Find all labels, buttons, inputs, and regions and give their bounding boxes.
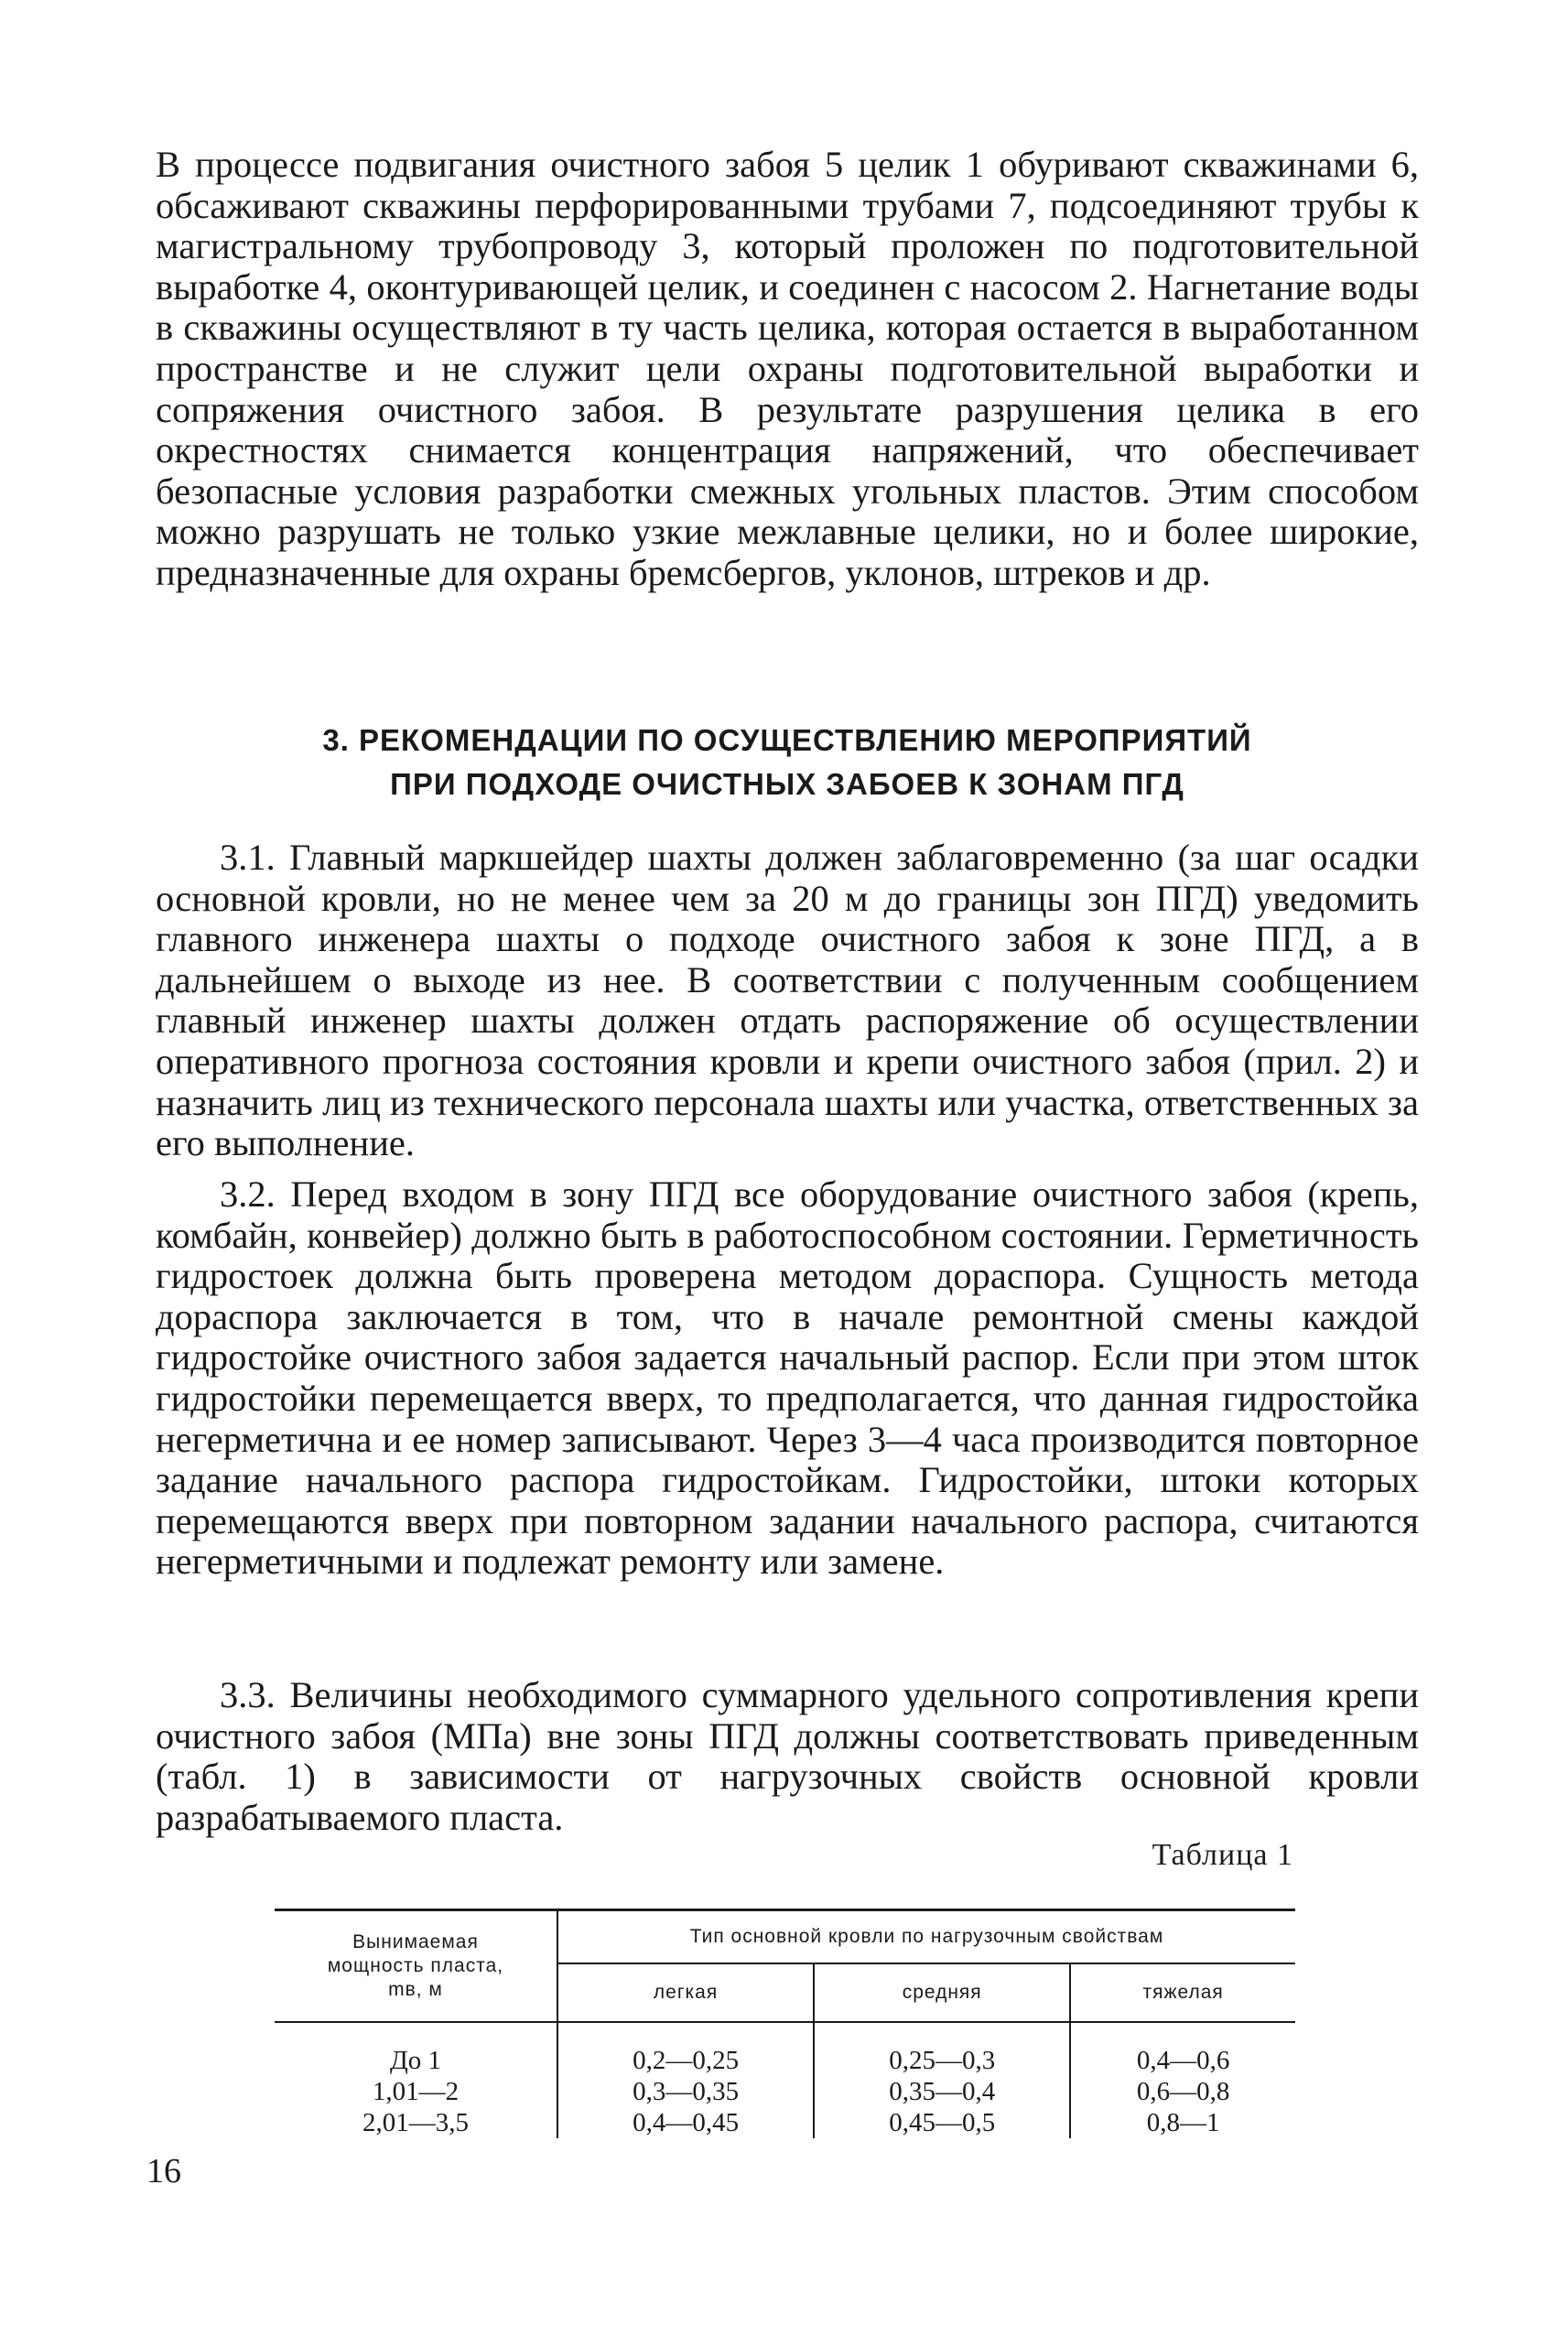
- paragraph-3-2: 3.2. Перед входом в зону ПГД все оборудование очистного забоя (крепь, комбайн, конвейер) должно быть в работоспособном состоянии. Герметичность гидростоек должна быть проверена методом дораспора. Сущность метода дораспора заключается в том, что в начале ремонтной смены каждой гидростойке очистного забоя задается начальный распор. Если при этом шток гидростойки перемещается вверх, то предполагается, что данная гидростойка негерметична и ее номер записывают. Через 3—4 часа производится повторное задание начального распора гидростойкам. Гидростойки, штоки которых перемещаются вверх при повторном задании начального распора, считаются негерметичными и подлежат ремонту или замене.: [156, 1173, 1419, 1583]
- table-row: До 1 0,2—0,25 0,25—0,3 0,4—0,6: [275, 2045, 1295, 2076]
- section-heading-line-1: 3. РЕКОМЕНДАЦИИ ПО ОСУЩЕСТВЛЕНИЮ МЕРОПРИЯТИЙ: [322, 723, 1252, 757]
- intro-paragraph: В процессе подвигания очистного забоя 5 целик 1 обуривают скважинами 6, обсаживают скважины перфорированными трубами 7, подсоединяют трубы к магистральному трубопроводу 3, который проложен по подготовительной выработке 4, оконтуривающей целик, и соединен с насосом 2. Нагнетание воды в скважины осуществляют в ту часть целика, которая остается в выработанном пространстве и не служит цели охраны подготовительной выработки и сопряжения очистного забоя. В результате разрушения целика в его окрестностях снимается концентрация напряжений, что обеспечивает безопасные условия разработки смежных угольных пластов. Этим способом можно разрушать не только узкие межлавные целики, но и более широкие, предназначенные для охраны бремсбергов, уклонов, штреков и др.: [156, 144, 1419, 593]
- section-heading-line-2: ПРИ ПОДХОДЕ ОЧИСТНЫХ ЗАБОЕВ К ЗОНАМ ПГД: [390, 767, 1184, 801]
- paragraph-3-3: 3.3. Величины необходимого суммарного удельного сопротивления крепи очистного забоя (МПа) вне зоны ПГД должны соответствовать приведенным (табл. 1) в зависимости от нагрузочных свойств основной кровли разрабатываемого пласта.: [156, 1674, 1419, 1838]
- page-number: 16: [146, 2152, 181, 2190]
- thickness-column-header: Вынимаемая мощность пласта, mв, м: [275, 1910, 557, 2023]
- table-row: 2,01—3,5 0,4—0,45 0,45—0,5 0,8—1: [275, 2107, 1295, 2138]
- subheader-medium: средняя: [814, 1963, 1070, 2022]
- subheader-heavy: тяжелая: [1070, 1963, 1295, 2022]
- table-caption: Таблица 1: [1152, 1838, 1293, 1872]
- roof-type-group-header: Тип основной кровли по нагрузочным свойствам: [557, 1910, 1295, 1964]
- resistance-table: [275, 1909, 1295, 2138]
- section-heading: [156, 719, 1419, 806]
- subheader-light: легкая: [557, 1963, 814, 2022]
- table-row: 1,01—2 0,3—0,35 0,35—0,4 0,6—0,8: [275, 2076, 1295, 2107]
- paragraph-3-1: 3.1. Главный маркшейдер шахты должен заблаговременно (за шаг осадки основной кровли, но не менее чем за 20 м до границы зон ПГД) уведомить главного инженера шахты о подходе очистного забоя к зоне ПГД, а в дальнейшем о выходе из нее. В соответствии с полученным сообщением главный инженер шахты должен отдать распоряжение об осуществлении оперативного прогноза состояния кровли и крепи очистного забоя (прил. 2) и назначить лиц из технического персонала шахты или участка, ответственных за его выполнение.: [156, 837, 1419, 1164]
